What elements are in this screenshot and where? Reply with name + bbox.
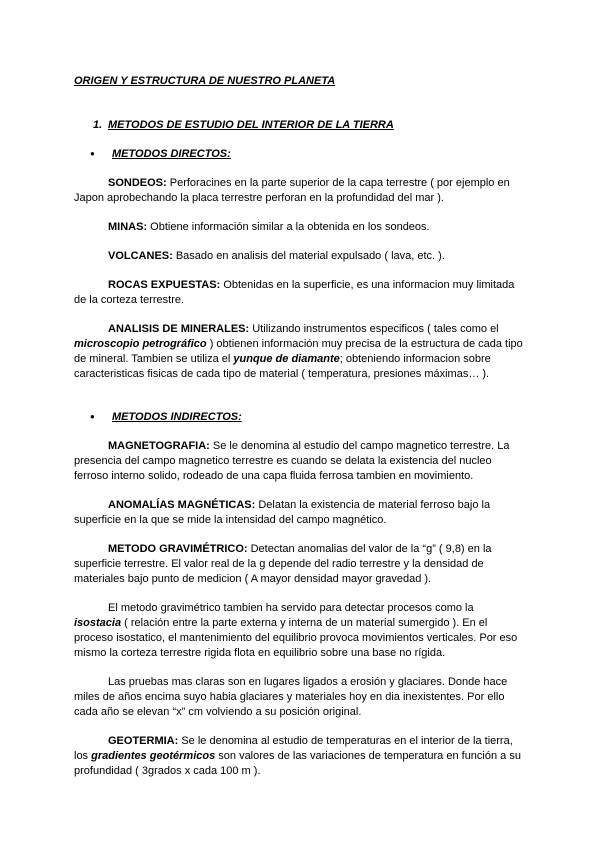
minas-text: Obtiene información similar a la obtenida en los sondeos. <box>147 221 430 233</box>
analisis-line-4: caracteristicas fisicas de cada tipo de material ( temperatura, presiones máximas… ). <box>74 368 490 380</box>
geotermia-text-1: Se le denomina al estudio de temperaturas en el interior de la tierra, <box>178 735 513 747</box>
isostacia-line-1: El metodo gravimétrico tambien ha servido para detectar procesos como la <box>108 602 474 614</box>
magneto-line-3: ferroso interno solido, rodeado de una capa fluida ferrosa tambien en movimiento. <box>74 470 474 482</box>
volcanes-term: VOLCANES: <box>108 250 173 262</box>
analisis-line-2 <box>74 337 523 351</box>
gravimetrico-line-1 <box>108 542 492 556</box>
minas-term: MINAS: <box>108 221 148 233</box>
analisis-text-1: Utilizando instrumentos especificos ( tales como el <box>249 323 499 335</box>
bullet-icon: ● <box>90 412 95 421</box>
directos-heading <box>90 147 231 161</box>
gravimetrico-line-3: materiales bajo punto de medicion ( A mayor densidad mayor gravedad ). <box>74 573 432 585</box>
magneto-text-1: Se le denomina al estudio del campo magnetico terrestre. La <box>209 440 510 452</box>
pruebas-line-3: cada año se elevan “x” cm volviendo a su posición original. <box>74 706 362 718</box>
sondeos-line-2: Japon aprobechando la placa terrestre perforan en la profundidad del mar ). <box>74 192 444 204</box>
gravimetrico-line-2: superficie terrestre. El valor real de la g depende del radio terrestre y la densidad de <box>74 558 484 570</box>
rocas-line-1 <box>108 278 514 292</box>
anomalias-line-2: superficie en la que se mide la intensidad del campo magnético. <box>74 514 387 526</box>
directos-heading-text: METODOS DIRECTOS: <box>112 148 231 160</box>
rocas-line-2: de la corteza terrestre. <box>74 294 185 306</box>
anomalias-term: ANOMALÍAS MAGNÉTICAS: <box>108 499 256 511</box>
analisis-line-3 <box>74 352 491 366</box>
indirectos-heading-text: METODOS INDIRECTOS: <box>112 411 242 423</box>
geotermia-line-3: profundidad ( 3grados x cada 100 m ). <box>74 765 261 777</box>
isostacia-text-2: ( relación entre la parte externa y interna de un material sumergido ). En el <box>121 617 488 629</box>
analisis-text-3a: de mineral. Tambien se utiliza el <box>74 353 234 365</box>
minas-line <box>108 220 430 234</box>
section-heading <box>93 118 394 132</box>
section-title: METODOS DE ESTUDIO DEL INTERIOR DE LA TIERRA <box>108 119 394 131</box>
indirectos-heading <box>90 410 242 424</box>
gradientes-term: gradientes geotérmicos <box>91 750 216 762</box>
isostacia-line-2 <box>74 616 487 630</box>
anomalias-line-1 <box>108 498 490 512</box>
geotermia-term: GEOTERMIA: <box>108 735 179 747</box>
section-number: 1. <box>93 119 103 131</box>
bullet-icon: ● <box>90 149 95 158</box>
anomalias-text-1: Delatan la existencia de material ferroso bajo la <box>255 499 491 511</box>
volcanes-line <box>108 249 445 263</box>
magneto-term: MAGNETOGRAFIA: <box>108 440 210 452</box>
magneto-line-2: presencia del campo magnetico terrestre es cuando se delata la existencia del nucleo <box>74 455 492 467</box>
volcanes-text: Basado en analisis del material expulsado ( lava, etc. ). <box>172 250 445 262</box>
isostacia-line-3: proceso isostatico, el mantenimiento del equilibrio provoca movimientos verticales. Por eso <box>74 632 518 644</box>
magneto-line-1 <box>108 439 509 453</box>
geotermia-line-1 <box>108 734 513 748</box>
rocas-text-1: Obtenidas en la superficie, es una informacion muy limitada <box>220 279 515 291</box>
gravimetrico-term: METODO GRAVIMÉTRICO: <box>108 543 248 555</box>
sondeos-text-1: Perforacines en la parte superior de la capa terrestre ( por ejemplo en <box>166 177 510 189</box>
analisis-term: ANALISIS DE MINERALES: <box>108 323 250 335</box>
sondeos-line-1 <box>108 176 510 190</box>
geotermia-line-2 <box>74 749 521 763</box>
geotermia-text-2c: son valores de las variaciones de temperatura en función a su <box>215 750 521 762</box>
analisis-line-1 <box>108 322 499 336</box>
analisis-text-3c: ; obteniendo informacion sobre <box>339 353 491 365</box>
document-title: ORIGEN Y ESTRUCTURA DE NUESTRO PLANETA <box>74 75 336 87</box>
isostacia-line-4: mismo la corteza terrestre rigida flota en equilibrio sobre una base no rígida. <box>74 647 446 659</box>
microscopio-term: microscopio petrográfico <box>74 338 207 350</box>
geotermia-text-2a: los <box>74 750 92 762</box>
gravimetrico-text-1: Detectan anomalias del valor de la “g” ( 9,8) en la <box>247 543 492 555</box>
sondeos-term: SONDEOS: <box>108 177 167 189</box>
pruebas-line-1: Las pruebas mas claras son en lugares ligados a erosión y glaciares. Donde hace <box>108 676 508 688</box>
yunque-term: yunque de diamante <box>233 353 340 365</box>
analisis-text-2: ) obtienen información muy precisa de la estructura de cada tipo <box>206 338 523 350</box>
isostacia-term: isostacia <box>74 617 122 629</box>
pruebas-line-2: miles de años encima suyo habia glaciares y materiales hoy en dia inexistentes. Por ello <box>74 691 505 703</box>
rocas-term: ROCAS EXPUESTAS: <box>108 279 221 291</box>
